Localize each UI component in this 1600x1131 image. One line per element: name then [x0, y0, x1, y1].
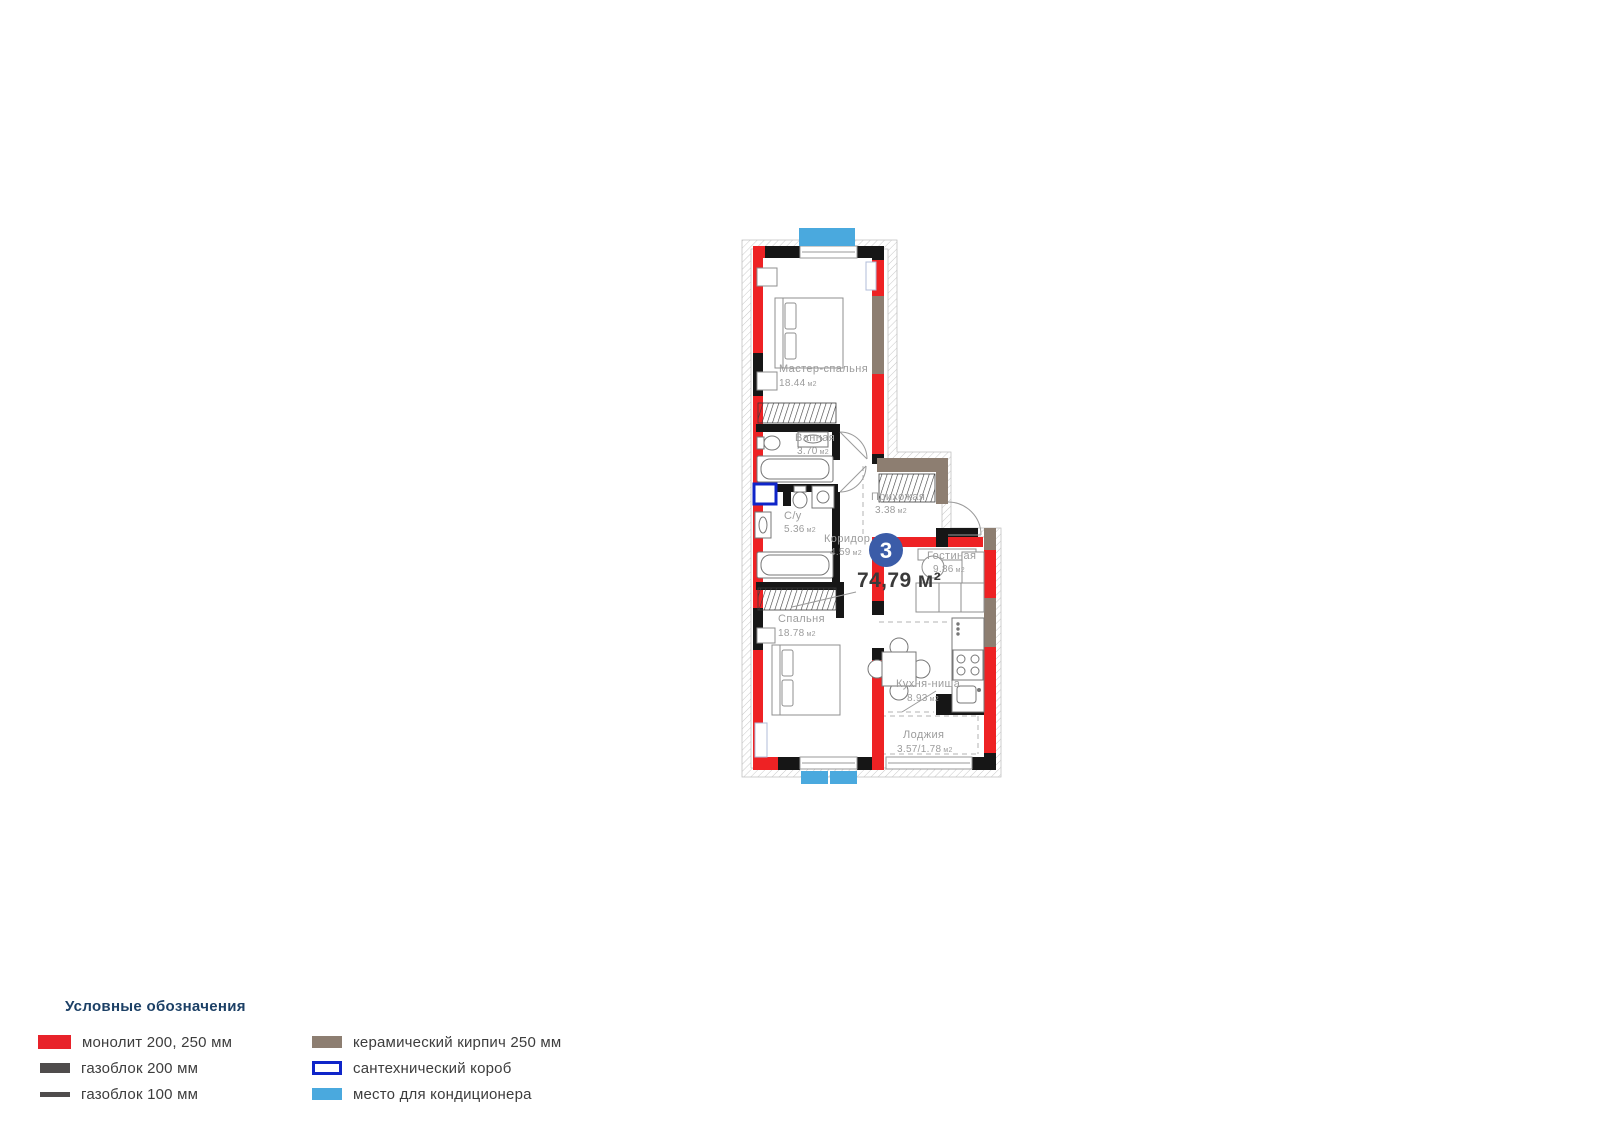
legend-item-ceramic-brick: керамический кирпич 250 мм	[310, 1034, 600, 1051]
room-label-toilet-room: С/у	[784, 510, 802, 522]
ceramic-brick-swatch	[312, 1036, 342, 1048]
legend-item-sanitary-box: сантехнический короб	[310, 1060, 600, 1077]
furniture-bedroom	[757, 628, 840, 715]
ac-place-swatch	[312, 1088, 342, 1100]
legend-item-gasblock-100: газоблок 100 мм	[38, 1086, 310, 1103]
room-label-living-room: Гостиная	[927, 550, 977, 562]
gasblock-200-swatch	[40, 1063, 70, 1073]
room-label-corridor: Коридор	[824, 533, 871, 545]
svg-text:4.59м2: 4.59 м2	[830, 547, 862, 558]
svg-text:5.36м2: 5.36 м2	[784, 524, 816, 535]
svg-text:18.44м2: 18.44 м2	[779, 378, 817, 389]
room-count-badge	[869, 533, 903, 567]
svg-text:9.86м2: 9.86 м2	[933, 564, 965, 575]
badge-number: 3	[879, 538, 893, 563]
svg-text:3.38м2: 3.38 м2	[875, 505, 907, 516]
sanitary-box-swatch	[312, 1061, 342, 1075]
monolith-swatch	[38, 1035, 71, 1049]
svg-text:3.57/1.78м2: 3.57/1.78 м2	[897, 744, 953, 755]
room-label-bathroom: Ванная	[795, 432, 836, 444]
room-label-master-bedroom: Мастер-спальня	[779, 363, 869, 375]
room-label-hallway: Прихожая	[871, 491, 926, 503]
room-label-kitchen: Кухня-ниша	[896, 678, 961, 690]
legend-item-monolith: монолит 200, 250 мм	[38, 1034, 310, 1051]
room-label-loggia: Лоджия	[903, 729, 945, 741]
svg-text:8.93м2: 8.93 м2	[907, 693, 939, 704]
legend-item-gasblock-200: газоблок 200 мм	[38, 1060, 310, 1077]
gasblock-100-swatch	[40, 1092, 70, 1097]
total-area: 74,79 м²	[857, 569, 942, 592]
svg-text:18.78м2: 18.78 м2	[778, 628, 816, 639]
legend	[38, 998, 598, 1107]
room-label-bedroom: Спальня	[778, 613, 825, 625]
svg-text:3.70м2: 3.70 м2	[797, 446, 829, 457]
legend-item-ac-place: место для кондиционера	[310, 1086, 600, 1103]
legend-title: Условные обозначения	[65, 998, 246, 1015]
